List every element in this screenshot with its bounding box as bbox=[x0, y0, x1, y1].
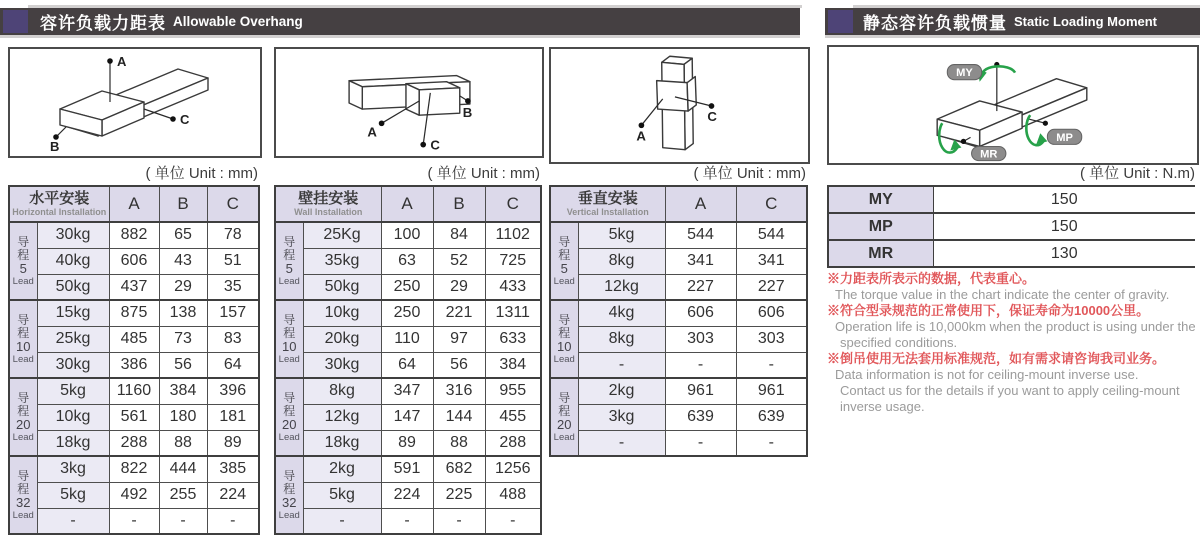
section-header-allowable-overhang bbox=[0, 8, 800, 35]
value-cell: 138 bbox=[159, 300, 207, 326]
static-moment-table bbox=[827, 185, 1195, 268]
value-cell: 961 bbox=[665, 378, 736, 404]
horizontal-diagram-drawing bbox=[10, 49, 260, 156]
value-cell: 51 bbox=[207, 248, 259, 274]
weight-cell: 12kg bbox=[303, 404, 381, 430]
axis-label-a: A bbox=[117, 54, 127, 69]
column-header: C bbox=[207, 186, 259, 222]
value-cell: 225 bbox=[433, 482, 485, 508]
table-row bbox=[9, 248, 259, 274]
moment-diagram-drawing bbox=[829, 47, 1197, 163]
value-cell: 561 bbox=[109, 404, 159, 430]
table-title-cell bbox=[550, 186, 665, 222]
value-cell: 227 bbox=[665, 274, 736, 300]
lead-cell: 导 程 20 Lead bbox=[550, 378, 578, 456]
value-cell: 73 bbox=[159, 326, 207, 352]
value-cell: 444 bbox=[159, 456, 207, 482]
table-row bbox=[9, 378, 259, 404]
value-cell: 181 bbox=[207, 404, 259, 430]
value-cell: 303 bbox=[665, 326, 736, 352]
weight-cell: 30kg bbox=[37, 222, 109, 248]
value-cell: 63 bbox=[381, 248, 433, 274]
lead-cell: 导 程 20 Lead bbox=[275, 378, 303, 456]
value-cell: 227 bbox=[736, 274, 807, 300]
table-row bbox=[9, 326, 259, 352]
weight-cell: 4kg bbox=[578, 300, 665, 326]
value-cell: 43 bbox=[159, 248, 207, 274]
weight-cell: 8kg bbox=[303, 378, 381, 404]
table-row bbox=[275, 378, 541, 404]
value-cell: 606 bbox=[109, 248, 159, 274]
weight-cell: 2kg bbox=[303, 456, 381, 482]
lead-cell: 导 程 5 Lead bbox=[275, 222, 303, 300]
lead-cell: 导 程 10 Lead bbox=[550, 300, 578, 378]
note-en: The torque value in the chart indicate the center of gravity. bbox=[835, 287, 1170, 302]
weight-cell: - bbox=[578, 430, 665, 456]
moment-label: MP bbox=[828, 213, 933, 240]
value-cell: - bbox=[665, 430, 736, 456]
weight-cell: 25Kg bbox=[303, 222, 381, 248]
value-cell: - bbox=[433, 508, 485, 534]
value-cell: 65 bbox=[159, 222, 207, 248]
value-cell: 316 bbox=[433, 378, 485, 404]
section-title-zh: 静态容许负载惯量 bbox=[863, 14, 1007, 33]
axis-label-b: B bbox=[462, 105, 473, 121]
footnotes bbox=[827, 271, 1200, 415]
value-cell: 961 bbox=[736, 378, 807, 404]
table-row bbox=[9, 404, 259, 430]
value-cell: - bbox=[665, 352, 736, 378]
weight-cell: 8kg bbox=[578, 326, 665, 352]
table-row bbox=[550, 352, 807, 378]
moment-value: 150 bbox=[933, 213, 1195, 240]
note-en: Operation life is 10,000km when the product is using under the bbox=[835, 319, 1196, 334]
value-cell: 639 bbox=[665, 404, 736, 430]
value-cell: 221 bbox=[433, 300, 485, 326]
weight-cell: 50kg bbox=[303, 274, 381, 300]
value-cell: 347 bbox=[381, 378, 433, 404]
table-row bbox=[275, 352, 541, 378]
badge-mp: MP bbox=[1056, 131, 1073, 144]
table-row bbox=[9, 352, 259, 378]
weight-cell: 35kg bbox=[303, 248, 381, 274]
table-header-row bbox=[275, 186, 541, 222]
weight-cell: 20kg bbox=[303, 326, 381, 352]
table-row bbox=[550, 326, 807, 352]
value-cell: 110 bbox=[381, 326, 433, 352]
value-cell: 88 bbox=[159, 430, 207, 456]
weight-cell: 2kg bbox=[578, 378, 665, 404]
vertical-installation-table bbox=[549, 185, 808, 457]
wall-diagram-drawing bbox=[276, 49, 542, 156]
section-title-en: Static Loading Moment bbox=[1014, 14, 1157, 29]
note-zh: ※倒吊使用无法套用标准规范，如有需求请咨询我司业务。 bbox=[827, 351, 1166, 366]
badge-my: MY bbox=[956, 67, 973, 80]
value-cell: 492 bbox=[109, 482, 159, 508]
value-cell: 89 bbox=[207, 430, 259, 456]
column-header: C bbox=[485, 186, 541, 222]
value-cell: 341 bbox=[736, 248, 807, 274]
horizontal-installation-table bbox=[8, 185, 260, 535]
value-cell: 437 bbox=[109, 274, 159, 300]
table-title-en: Horizontal Installation bbox=[12, 207, 107, 217]
table-row bbox=[550, 404, 807, 430]
value-cell: 78 bbox=[207, 222, 259, 248]
table-row bbox=[275, 456, 541, 482]
value-cell: 64 bbox=[381, 352, 433, 378]
table-row bbox=[550, 274, 807, 300]
section-title-zh: 容许负载力距表 bbox=[40, 14, 166, 33]
value-cell: 147 bbox=[381, 404, 433, 430]
table-row bbox=[275, 222, 541, 248]
horizontal-installation-diagram bbox=[8, 47, 262, 158]
table-header-row bbox=[550, 186, 807, 222]
value-cell: 591 bbox=[381, 456, 433, 482]
moment-value: 130 bbox=[933, 240, 1195, 267]
wall-installation-diagram bbox=[274, 47, 544, 158]
installation-table bbox=[274, 185, 542, 535]
weight-cell: 15kg bbox=[37, 300, 109, 326]
value-cell: 288 bbox=[109, 430, 159, 456]
value-cell: 255 bbox=[159, 482, 207, 508]
table-title-en: Vertical Installation bbox=[566, 207, 649, 217]
value-cell: 955 bbox=[485, 378, 541, 404]
note-zh: ※符合型录规范的正常使用下，保证寿命为10000公里。 bbox=[827, 303, 1150, 318]
value-cell: 56 bbox=[159, 352, 207, 378]
weight-cell: - bbox=[578, 352, 665, 378]
note-en: Data information is not for ceiling-mount inverse use. bbox=[835, 367, 1139, 382]
column-header: B bbox=[159, 186, 207, 222]
value-cell: 1160 bbox=[109, 378, 159, 404]
value-cell: 35 bbox=[207, 274, 259, 300]
axis-label-c: C bbox=[430, 137, 440, 153]
note bbox=[827, 271, 1200, 303]
value-cell: 875 bbox=[109, 300, 159, 326]
installation-table bbox=[8, 185, 260, 535]
table-row bbox=[9, 456, 259, 482]
value-cell: 224 bbox=[207, 482, 259, 508]
weight-cell: 30kg bbox=[303, 352, 381, 378]
axis-label-a: A bbox=[636, 128, 646, 144]
table-row bbox=[828, 186, 1195, 213]
weight-cell: 5kg bbox=[37, 378, 109, 404]
weight-cell: 10kg bbox=[303, 300, 381, 326]
vertical-diagram-drawing bbox=[551, 49, 808, 162]
value-cell: 224 bbox=[381, 482, 433, 508]
value-cell: 1256 bbox=[485, 456, 541, 482]
table-row bbox=[550, 222, 807, 248]
value-cell: 89 bbox=[381, 430, 433, 456]
value-cell: 180 bbox=[159, 404, 207, 430]
moment-value: 150 bbox=[933, 186, 1195, 213]
table-title-cell bbox=[9, 186, 109, 222]
lead-cell: 导 程 10 Lead bbox=[275, 300, 303, 378]
section-header-static-loading-moment bbox=[825, 8, 1200, 35]
weight-cell: 8kg bbox=[578, 248, 665, 274]
value-cell: 84 bbox=[433, 222, 485, 248]
table-title-cell bbox=[275, 186, 381, 222]
value-cell: - bbox=[485, 508, 541, 534]
value-cell: 822 bbox=[109, 456, 159, 482]
weight-cell: 40kg bbox=[37, 248, 109, 274]
lead-cell: 导 程 5 Lead bbox=[550, 222, 578, 300]
value-cell: 97 bbox=[433, 326, 485, 352]
note-zh: ※力距表所表示的数据，代表重心。 bbox=[827, 271, 1036, 286]
value-cell: 303 bbox=[736, 326, 807, 352]
value-cell: 606 bbox=[665, 300, 736, 326]
lead-cell: 导 程 32 Lead bbox=[9, 456, 37, 534]
weight-cell: 3kg bbox=[37, 456, 109, 482]
weight-cell: 5kg bbox=[303, 482, 381, 508]
axis-label-c: C bbox=[707, 109, 717, 125]
value-cell: 882 bbox=[109, 222, 159, 248]
table-title-zh: 垂直安装 bbox=[577, 190, 638, 207]
weight-cell: 50kg bbox=[37, 274, 109, 300]
note bbox=[827, 351, 1200, 415]
table-row bbox=[275, 508, 541, 534]
unit-label-nm: ( 单位 Unit : N.m) bbox=[1080, 165, 1195, 182]
weight-cell: 18kg bbox=[303, 430, 381, 456]
value-cell: - bbox=[381, 508, 433, 534]
table-row bbox=[828, 240, 1195, 267]
value-cell: 485 bbox=[109, 326, 159, 352]
lead-cell: 导 程 32 Lead bbox=[275, 456, 303, 534]
weight-cell: 3kg bbox=[578, 404, 665, 430]
unit-label-mm: ( 单位 Unit : mm) bbox=[693, 165, 806, 182]
value-cell: 288 bbox=[485, 430, 541, 456]
wall-installation-table bbox=[274, 185, 542, 535]
table-title-en: Wall Installation bbox=[294, 207, 363, 217]
moment-axes-diagram bbox=[827, 45, 1199, 165]
value-cell: 725 bbox=[485, 248, 541, 274]
table-row bbox=[275, 274, 541, 300]
table-row bbox=[275, 430, 541, 456]
weight-cell: 30kg bbox=[37, 352, 109, 378]
purple-accent-square bbox=[828, 10, 853, 33]
table-row bbox=[9, 482, 259, 508]
column-header: B bbox=[433, 186, 485, 222]
purple-accent-square bbox=[3, 10, 28, 33]
section-title-en: Allowable Overhang bbox=[173, 14, 303, 29]
value-cell: 29 bbox=[159, 274, 207, 300]
value-cell: 56 bbox=[433, 352, 485, 378]
table-row bbox=[550, 430, 807, 456]
value-cell: - bbox=[207, 508, 259, 534]
vertical-installation-diagram bbox=[549, 47, 810, 164]
value-cell: 639 bbox=[736, 404, 807, 430]
column-header: A bbox=[665, 186, 736, 222]
installation-table bbox=[549, 185, 808, 457]
table-row bbox=[9, 274, 259, 300]
value-cell: 1102 bbox=[485, 222, 541, 248]
table-row bbox=[275, 248, 541, 274]
value-cell: 29 bbox=[433, 274, 485, 300]
value-cell: - bbox=[109, 508, 159, 534]
table-title-zh: 水平安装 bbox=[29, 190, 90, 207]
lead-cell: 导 程 5 Lead bbox=[9, 222, 37, 300]
value-cell: - bbox=[736, 430, 807, 456]
axis-label-c: C bbox=[180, 112, 190, 127]
weight-cell: - bbox=[303, 508, 381, 534]
value-cell: 455 bbox=[485, 404, 541, 430]
note-en: Contact us for the details if you want to apply ceiling-mount bbox=[840, 383, 1180, 398]
lead-cell: 导 程 10 Lead bbox=[9, 300, 37, 378]
value-cell: 157 bbox=[207, 300, 259, 326]
value-cell: 606 bbox=[736, 300, 807, 326]
table-row bbox=[275, 326, 541, 352]
unit-label-mm: ( 单位 Unit : mm) bbox=[145, 165, 258, 182]
weight-cell: 10kg bbox=[37, 404, 109, 430]
moment-label: MY bbox=[828, 186, 933, 213]
axis-label-a: A bbox=[367, 124, 377, 140]
moment-label: MR bbox=[828, 240, 933, 267]
lead-cell: 导 程 20 Lead bbox=[9, 378, 37, 456]
value-cell: 682 bbox=[433, 456, 485, 482]
table-title-zh: 壁挂安装 bbox=[298, 190, 359, 207]
value-cell: 250 bbox=[381, 300, 433, 326]
weight-cell: 25kg bbox=[37, 326, 109, 352]
table-row bbox=[550, 248, 807, 274]
table-row bbox=[9, 430, 259, 456]
value-cell: 1311 bbox=[485, 300, 541, 326]
weight-cell: 5kg bbox=[37, 482, 109, 508]
table-row bbox=[275, 300, 541, 326]
table-row bbox=[828, 213, 1195, 240]
value-cell: 64 bbox=[207, 352, 259, 378]
table-row bbox=[275, 404, 541, 430]
unit-label-mm: ( 单位 Unit : mm) bbox=[427, 165, 540, 182]
value-cell: 488 bbox=[485, 482, 541, 508]
table-row bbox=[9, 300, 259, 326]
value-cell: 100 bbox=[381, 222, 433, 248]
value-cell: 250 bbox=[381, 274, 433, 300]
value-cell: 83 bbox=[207, 326, 259, 352]
value-cell: 144 bbox=[433, 404, 485, 430]
value-cell: 386 bbox=[109, 352, 159, 378]
value-cell: 396 bbox=[207, 378, 259, 404]
column-header: C bbox=[736, 186, 807, 222]
column-header: A bbox=[109, 186, 159, 222]
weight-cell: 18kg bbox=[37, 430, 109, 456]
axis-label-b: B bbox=[50, 139, 60, 154]
value-cell: 544 bbox=[665, 222, 736, 248]
value-cell: 385 bbox=[207, 456, 259, 482]
column-header: A bbox=[381, 186, 433, 222]
value-cell: 341 bbox=[665, 248, 736, 274]
value-cell: 384 bbox=[159, 378, 207, 404]
table-header-row bbox=[9, 186, 259, 222]
weight-cell: 5kg bbox=[578, 222, 665, 248]
value-cell: 544 bbox=[736, 222, 807, 248]
table-row bbox=[550, 300, 807, 326]
note bbox=[827, 303, 1200, 351]
note-en: inverse usage. bbox=[840, 399, 925, 414]
value-cell: - bbox=[736, 352, 807, 378]
badge-mr: MR bbox=[980, 148, 998, 161]
value-cell: 384 bbox=[485, 352, 541, 378]
value-cell: 633 bbox=[485, 326, 541, 352]
table-row bbox=[9, 222, 259, 248]
table-row bbox=[275, 482, 541, 508]
note-en: specified conditions. bbox=[840, 335, 958, 350]
table-row bbox=[550, 378, 807, 404]
value-cell: 433 bbox=[485, 274, 541, 300]
weight-cell: - bbox=[37, 508, 109, 534]
weight-cell: 12kg bbox=[578, 274, 665, 300]
value-cell: 52 bbox=[433, 248, 485, 274]
value-cell: 88 bbox=[433, 430, 485, 456]
value-cell: - bbox=[159, 508, 207, 534]
table-row bbox=[9, 508, 259, 534]
